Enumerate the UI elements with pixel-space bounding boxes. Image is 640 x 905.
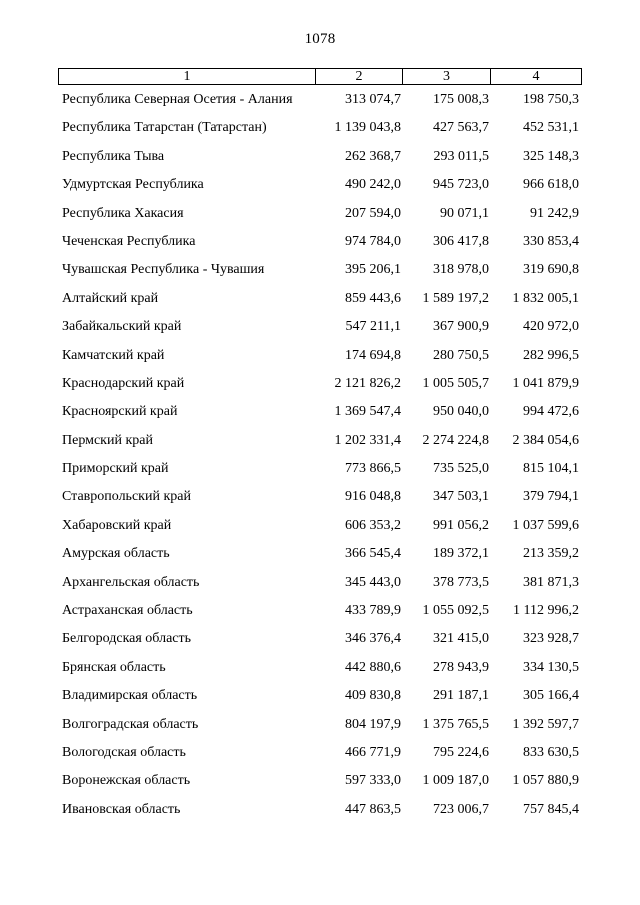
value-col-2-cell: 773 866,5: [345, 461, 401, 477]
value-col-3-cell: 291 187,1: [433, 688, 489, 704]
value-col-2-cell: 447 863,5: [345, 801, 401, 817]
table-row: [0, 517, 640, 545]
value-col-4-cell: 1 392 597,7: [512, 716, 579, 732]
value-col-4-cell: 757 845,4: [523, 801, 579, 817]
value-col-3-cell: 175 008,3: [433, 92, 489, 107]
region-name-cell: Владимирская область: [62, 688, 198, 704]
value-col-3-cell: 189 372,1: [433, 546, 489, 562]
value-col-3-cell: 795 224,6: [433, 744, 489, 760]
value-col-4-cell: 1 832 005,1: [512, 290, 579, 306]
value-col-4-cell: 420 972,0: [523, 319, 579, 335]
value-col-2-cell: 804 197,9: [345, 716, 401, 732]
value-col-2-cell: 490 242,0: [345, 177, 401, 193]
table-row: [0, 205, 640, 233]
table-row: [0, 659, 640, 687]
value-col-2-cell: 547 211,1: [345, 319, 401, 335]
value-col-2-cell: 974 784,0: [345, 233, 401, 249]
value-col-2-cell: 1 202 331,4: [334, 432, 401, 448]
value-col-2-cell: 1 139 043,8: [334, 120, 401, 136]
value-col-2-cell: 313 074,7: [345, 92, 401, 107]
value-col-3-cell: 1 009 187,0: [422, 773, 489, 789]
region-name-cell: Брянская область: [62, 659, 166, 675]
region-name-cell: Республика Северная Осетия - Алания: [62, 92, 293, 107]
page-number: 1078: [304, 31, 336, 47]
value-col-3-cell: 321 415,0: [433, 631, 489, 647]
table-row: [0, 91, 640, 119]
value-col-2-cell: 466 771,9: [345, 744, 401, 760]
value-col-3-cell: 278 943,9: [433, 659, 489, 675]
region-name-cell: Краснодарский край: [62, 375, 185, 391]
value-col-2-cell: 916 048,8: [345, 489, 401, 505]
table-row: [0, 233, 640, 261]
table-row: [0, 602, 640, 630]
region-name-cell: Приморский край: [62, 461, 169, 477]
region-name-cell: Вологодская область: [62, 744, 186, 760]
region-name-cell: Забайкальский край: [62, 319, 182, 335]
value-col-2-cell: 262 368,7: [345, 148, 401, 164]
value-col-2-cell: 433 789,9: [345, 603, 401, 619]
value-col-4-cell: 2 384 054,6: [512, 432, 579, 448]
value-col-4-cell: 319 690,8: [523, 262, 579, 278]
table-row: [0, 176, 640, 204]
value-col-2-cell: 174 694,8: [345, 347, 401, 363]
value-col-4-cell: 1 112 996,2: [513, 603, 579, 619]
region-name-cell: Алтайский край: [62, 290, 159, 306]
value-col-4-cell: 323 928,7: [523, 631, 579, 647]
value-col-2-cell: 606 353,2: [345, 517, 401, 533]
value-col-3-cell: 318 978,0: [433, 262, 489, 278]
table-row: [0, 772, 640, 800]
value-col-3-cell: 735 525,0: [433, 461, 489, 477]
table-row: [0, 687, 640, 715]
table-body: [0, 91, 640, 829]
table-row: [0, 460, 640, 488]
region-name-cell: Амурская область: [62, 546, 170, 562]
table-row: [0, 801, 640, 829]
table-header-col-4: 4: [532, 69, 540, 84]
value-col-4-cell: 305 166,4: [523, 688, 579, 704]
value-col-4-cell: 334 130,5: [523, 659, 579, 675]
table-row: [0, 261, 640, 289]
value-col-4-cell: 815 104,1: [523, 461, 579, 477]
value-col-4-cell: 213 359,2: [523, 546, 579, 562]
table-row: [0, 375, 640, 403]
value-col-3-cell: 991 056,2: [433, 517, 489, 533]
region-name-cell: Пермский край: [62, 432, 153, 448]
region-name-cell: Республика Татарстан (Татарстан): [62, 120, 267, 136]
value-col-4-cell: 1 037 599,6: [512, 517, 579, 533]
value-col-4-cell: 994 472,6: [523, 404, 579, 420]
value-col-4-cell: 833 630,5: [523, 744, 579, 760]
value-col-4-cell: 381 871,3: [523, 574, 579, 590]
value-col-3-cell: 90 071,1: [440, 205, 489, 221]
table-row: [0, 290, 640, 318]
region-name-cell: Республика Тыва: [62, 148, 165, 164]
value-col-2-cell: 442 880,6: [345, 659, 401, 675]
value-col-4-cell: 1 057 880,9: [512, 773, 579, 789]
table-header-col-3: 3: [403, 69, 491, 84]
value-col-3-cell: 1 589 197,2: [422, 290, 489, 306]
table-row: [0, 318, 640, 346]
value-col-3-cell: 950 040,0: [433, 404, 489, 420]
value-col-2-cell: 409 830,8: [345, 688, 401, 704]
value-col-3-cell: 306 417,8: [433, 233, 489, 249]
value-col-3-cell: 2 274 224,8: [422, 432, 489, 448]
table-row: [0, 488, 640, 516]
table-header-col-1: 1: [59, 69, 316, 84]
region-name-cell: Камчатский край: [62, 347, 165, 363]
value-col-2-cell: 207 594,0: [345, 205, 401, 221]
value-col-3-cell: 1 055 092,5: [422, 603, 489, 619]
region-name-cell: Архангельская область: [62, 574, 200, 590]
value-col-3-cell: 1 005 505,7: [422, 375, 489, 391]
value-col-3-cell: 945 723,0: [433, 177, 489, 193]
table-row: [0, 716, 640, 744]
region-name-cell: Белгородская область: [62, 631, 192, 647]
region-name-cell: Чеченская Республика: [62, 233, 196, 249]
value-col-4-cell: 452 531,1: [523, 120, 579, 136]
region-name-cell: Красноярский край: [62, 404, 178, 420]
table-row: [0, 432, 640, 460]
region-name-cell: Хабаровский край: [62, 517, 172, 533]
value-col-4-cell: 966 618,0: [523, 177, 579, 193]
region-name-cell: Волгоградская область: [62, 716, 199, 732]
value-col-4-cell: 325 148,3: [523, 148, 579, 164]
table-row: [0, 630, 640, 658]
table-row: [0, 119, 640, 147]
table-header-row: [58, 68, 582, 85]
table-row: [0, 347, 640, 375]
value-col-3-cell: 280 750,5: [433, 347, 489, 363]
value-col-2-cell: 345 443,0: [345, 574, 401, 590]
value-col-2-cell: 597 333,0: [345, 773, 401, 789]
value-col-3-cell: 347 503,1: [433, 489, 489, 505]
value-col-2-cell: 366 545,4: [345, 546, 401, 562]
value-col-4-cell: 91 242,9: [530, 205, 579, 221]
region-name-cell: Ивановская область: [62, 801, 181, 817]
value-col-4-cell: 330 853,4: [523, 233, 579, 249]
value-col-2-cell: 346 376,4: [345, 631, 401, 647]
region-name-cell: Ставропольский край: [62, 489, 191, 505]
value-col-4-cell: 282 996,5: [523, 347, 579, 363]
table-row: [0, 574, 640, 602]
table-row: [0, 744, 640, 772]
value-col-2-cell: 395 206,1: [345, 262, 401, 278]
value-col-3-cell: 1 375 765,5: [422, 716, 489, 732]
region-name-cell: Воронежская область: [62, 773, 191, 789]
value-col-2-cell: 859 443,6: [345, 290, 401, 306]
region-name-cell: Астраханская область: [62, 603, 193, 619]
table-row: [0, 148, 640, 176]
value-col-3-cell: 378 773,5: [433, 574, 489, 590]
value-col-2-cell: 2 121 826,2: [334, 375, 401, 391]
region-name-cell: Республика Хакасия: [62, 205, 184, 221]
value-col-2-cell: 1 369 547,4: [334, 404, 401, 420]
table-row: [0, 403, 640, 431]
value-col-3-cell: 367 900,9: [433, 319, 489, 335]
table-row: [0, 545, 640, 573]
value-col-3-cell: 293 011,5: [433, 148, 489, 164]
value-col-3-cell: 427 563,7: [433, 120, 489, 136]
region-name-cell: Удмуртская Республика: [62, 177, 204, 193]
region-name-cell: Чувашская Республика - Чувашия: [62, 262, 265, 278]
value-col-4-cell: 379 794,1: [523, 489, 579, 505]
value-col-3-cell: 723 006,7: [433, 801, 489, 817]
table-header-col-2: 2: [316, 69, 403, 84]
value-col-4-cell: 198 750,3: [523, 92, 579, 107]
value-col-4-cell: 1 041 879,9: [512, 375, 579, 391]
